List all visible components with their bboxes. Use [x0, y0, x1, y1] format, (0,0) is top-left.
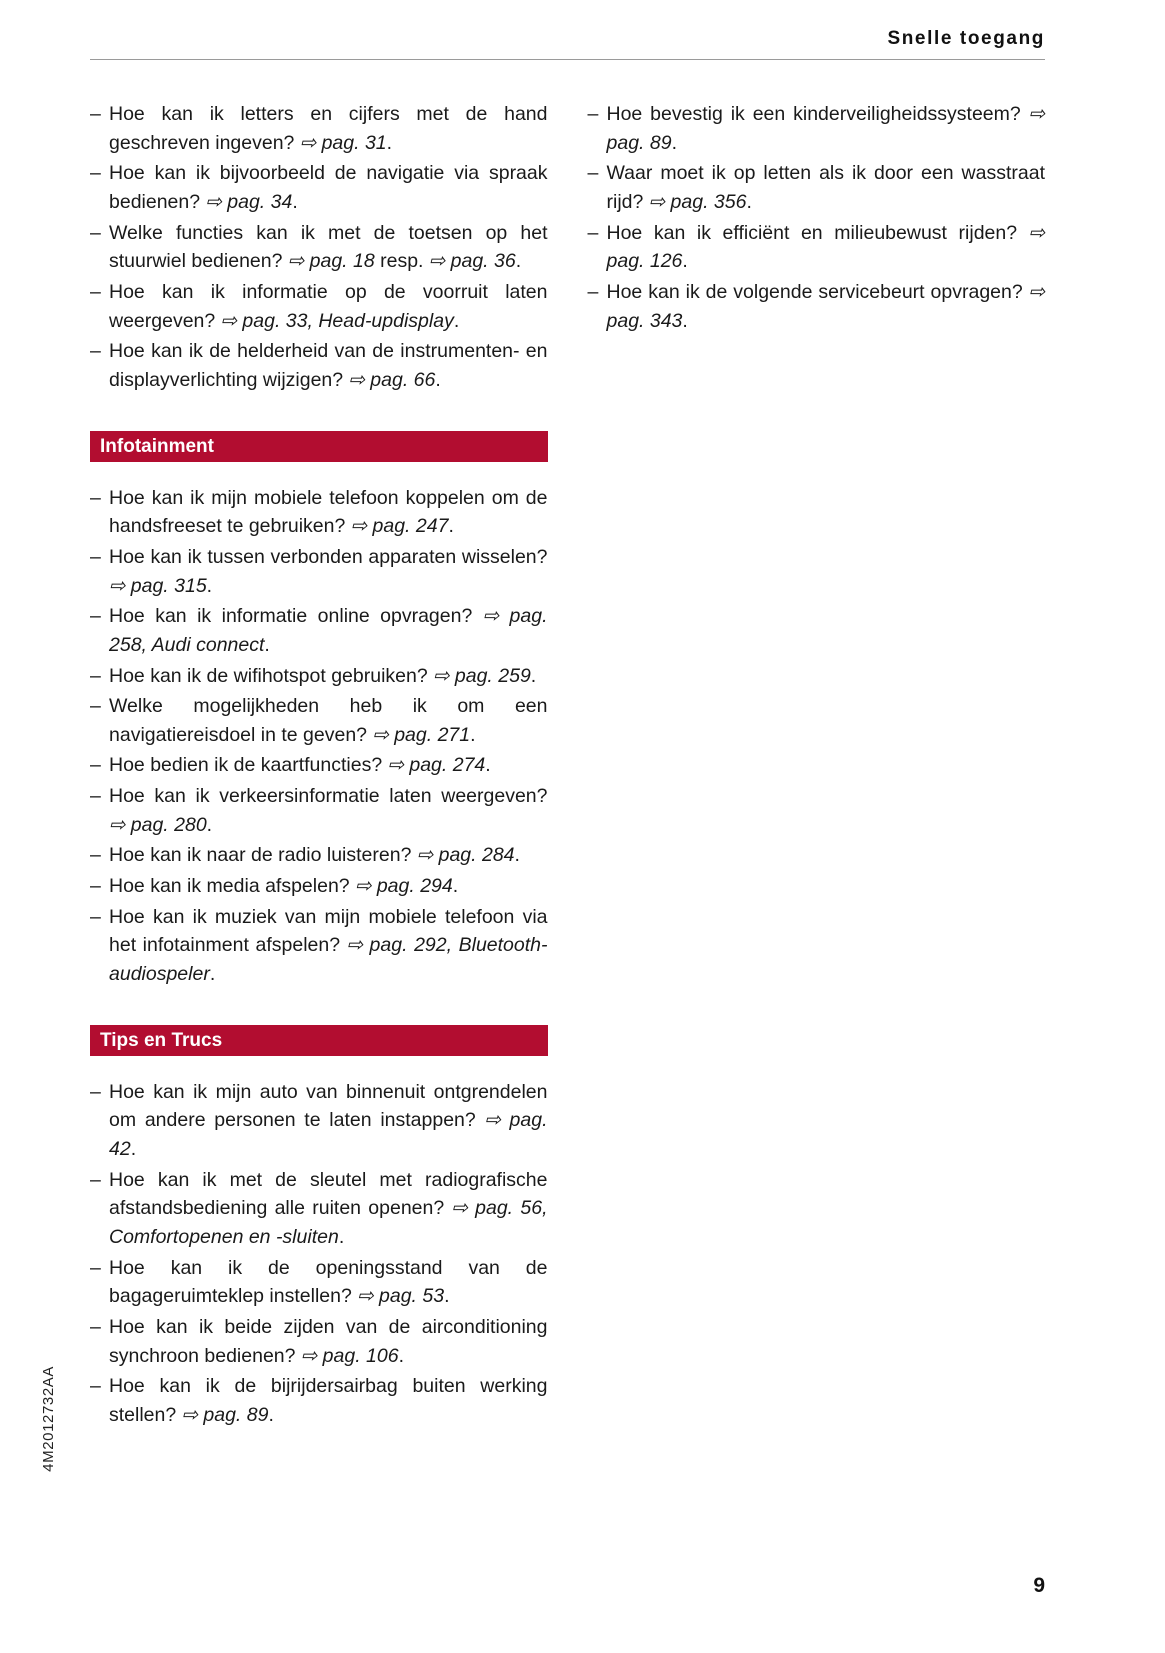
question-text: Hoe kan ik de wifihotspot gebruiken? — [109, 664, 434, 687]
page-reference: ⇨ pag. 106 — [300, 1344, 399, 1367]
page-reference: ⇨ pag. 292, Bluetooth-audiospeler — [109, 934, 548, 986]
intro-question-list — [90, 100, 548, 395]
page-reference: ⇨ pag. 53 — [357, 1285, 445, 1308]
list-item — [588, 278, 1046, 335]
question-text: Welke mogelijkheden heb ik om een navigatiereisdoel in te geven? — [109, 695, 548, 746]
question-text: . — [206, 574, 213, 597]
question-text: Hoe kan ik efficiënt en milieubewust rijden? — [606, 221, 1029, 244]
list-item — [588, 219, 1046, 276]
bullet-dash: – — [90, 340, 101, 363]
bullet-dash: – — [90, 545, 101, 568]
page-header-title: Snelle toegang — [887, 28, 1045, 49]
question-text: . — [452, 875, 459, 898]
question-text: . — [292, 190, 298, 213]
question-text: Hoe kan ik letters en cijfers met de hand geschreven ingeven? — [109, 103, 548, 154]
question-text: Hoe kan ik mijn mobiele telefoon koppelen om de handsfreeset te gebruiken? — [109, 486, 548, 538]
bullet-dash: – — [90, 221, 101, 244]
question-text: Welke functies kan ik met de toetsen op het stuurwiel bedienen? — [109, 221, 548, 273]
question-text: Hoe kan ik de volgende servicebeurt opvragen? — [606, 280, 1029, 303]
bullet-dash: – — [90, 664, 101, 687]
question-text: . — [206, 813, 213, 836]
page-reference: ⇨ pag. 274 — [387, 754, 486, 777]
question-text: . — [268, 1403, 274, 1426]
page-reference: ⇨ pag. 34 — [205, 190, 293, 213]
list-item — [90, 903, 548, 989]
question-text: . — [671, 131, 677, 154]
page-number: 9 — [1033, 1574, 1045, 1597]
page-reference: ⇨ pag. 259 — [433, 664, 531, 687]
infotainment-question-list — [90, 484, 548, 989]
question-text: . — [682, 309, 688, 332]
list-item — [90, 484, 548, 541]
bullet-dash: – — [587, 280, 599, 303]
question-text: . — [398, 1344, 404, 1367]
list-item — [90, 100, 548, 157]
list-item — [90, 543, 548, 600]
question-text: Hoe kan ik naar de radio luisteren? — [109, 844, 417, 867]
list-item — [90, 692, 548, 749]
section-title: Infotainment — [100, 435, 214, 457]
page-reference: ⇨ pag. 18 — [287, 250, 375, 273]
list-item — [90, 602, 548, 659]
bullet-dash: – — [90, 875, 101, 898]
question-text: . — [746, 190, 752, 213]
right-column — [588, 100, 1046, 1432]
list-item — [90, 1372, 548, 1429]
page-reference: ⇨ pag. 315 — [109, 574, 207, 597]
bullet-dash: – — [90, 103, 101, 125]
question-text: Hoe bedien ik de kaartfuncties? — [109, 754, 388, 777]
bullet-dash: – — [90, 280, 101, 303]
bullet-dash: – — [90, 162, 101, 185]
question-text: . — [515, 250, 522, 273]
page-reference: ⇨ pag. 280 — [109, 813, 207, 836]
two-column-layout — [90, 100, 1045, 1432]
page-reference: ⇨ pag. 56, Comfortopenen en -sluiten — [109, 1197, 548, 1248]
section-banner-tips-en-trucs — [90, 1025, 548, 1056]
bullet-dash: – — [90, 1168, 101, 1191]
bullet-dash: – — [90, 1080, 101, 1103]
bullet-dash: – — [587, 162, 599, 185]
page-reference: ⇨ pag. 126 — [606, 221, 1045, 273]
list-item — [90, 782, 548, 839]
page-reference: ⇨ pag. 294 — [355, 875, 453, 898]
question-text: Hoe kan ik met de sleutel met radiografische afstandsbediening alle ruiten openen? — [109, 1168, 548, 1220]
right-question-list — [588, 100, 1046, 335]
page-reference: ⇨ pag. 36 — [428, 250, 516, 273]
question-text: . — [470, 723, 476, 746]
bullet-dash: – — [587, 103, 599, 125]
question-text: Waar moet ik op letten als ik door een wasstraat rijd? — [606, 162, 1045, 213]
page-reference: ⇨ pag. 66 — [348, 368, 436, 391]
list-item — [90, 159, 548, 216]
question-text: . — [386, 131, 393, 154]
bullet-dash: – — [90, 605, 101, 628]
list-item — [90, 1078, 548, 1164]
page-reference: ⇨ pag. 247 — [350, 515, 449, 538]
list-item — [90, 1313, 548, 1370]
section-title: Tips en Trucs — [100, 1029, 223, 1051]
question-text: Hoe kan ik de openingsstand van de bagageruimteklep instellen? — [109, 1256, 548, 1308]
header-rule — [90, 59, 1045, 60]
list-item — [90, 751, 548, 780]
list-item — [90, 872, 548, 901]
page-reference: ⇨ pag. 284 — [416, 844, 515, 867]
question-text: Hoe kan ik media afspelen? — [109, 875, 356, 898]
list-item — [90, 1254, 548, 1311]
list-item — [90, 219, 548, 276]
question-text: . — [209, 963, 216, 986]
bullet-dash: – — [90, 486, 101, 509]
page-reference: ⇨ pag. 258, Audi connect — [109, 605, 548, 656]
page-reference: ⇨ pag. 89 — [181, 1403, 269, 1426]
question-text: resp. — [374, 250, 429, 273]
list-item — [90, 662, 548, 691]
question-text: Hoe kan ik tussen verbonden apparaten wisselen? — [109, 545, 548, 568]
bullet-dash: – — [90, 844, 101, 867]
question-text: . — [485, 754, 491, 777]
question-text: Hoe kan ik de helderheid van de instrumenten- en displayverlichting wijzigen? — [109, 340, 548, 391]
list-item — [588, 159, 1046, 216]
list-item — [90, 337, 548, 394]
page-reference: ⇨ pag. 42 — [109, 1109, 548, 1161]
question-text: Hoe kan ik verkeersinformatie laten weergeven? — [109, 785, 548, 808]
section-banner-infotainment — [90, 431, 548, 462]
bullet-dash: – — [587, 221, 599, 244]
tips-question-list — [90, 1078, 548, 1430]
question-text: . — [130, 1138, 137, 1161]
question-text: . — [453, 309, 460, 332]
page-reference: ⇨ pag. 356 — [648, 190, 747, 213]
question-text: . — [444, 1285, 450, 1308]
question-text: Hoe kan ik beide zijden van de airconditioning synchroon bedienen? — [109, 1315, 548, 1367]
bullet-dash: – — [90, 905, 101, 928]
page-reference: ⇨ pag. 271 — [372, 723, 471, 746]
bullet-dash: – — [90, 785, 101, 808]
page-reference: ⇨ pag. 343 — [606, 280, 1045, 332]
bullet-dash: – — [90, 1256, 101, 1279]
document-code: 4M2012732AA — [40, 1366, 57, 1472]
question-text: . — [264, 633, 270, 656]
question-text: Hoe kan ik de bijrijdersairbag buiten werking stellen? — [109, 1375, 548, 1426]
bullet-dash: – — [90, 754, 101, 777]
list-item — [90, 278, 548, 335]
page-reference: ⇨ pag. 89 — [606, 103, 1045, 154]
bullet-dash: – — [90, 695, 101, 718]
page-reference: ⇨ pag. 33, Head-updisplay — [220, 309, 454, 332]
page-reference: ⇨ pag. 31 — [299, 131, 387, 154]
question-text: Hoe kan ik mijn auto van binnenuit ontgrendelen om andere personen te laten instappen? — [109, 1080, 548, 1132]
list-item — [90, 1166, 548, 1252]
list-item — [90, 841, 548, 870]
question-text: Hoe kan ik informatie online opvragen? — [109, 605, 483, 628]
page-content — [90, 28, 1045, 1432]
question-text: . — [435, 368, 441, 391]
question-text: Hoe kan ik bijvoorbeeld de navigatie via spraak bedienen? — [109, 162, 548, 213]
question-text: . — [530, 664, 537, 687]
question-text: . — [448, 515, 454, 538]
question-text: . — [682, 250, 688, 273]
question-text: Hoe kan ik informatie op de voorruit laten weergeven? — [109, 280, 548, 332]
question-text: Hoe kan ik muziek van mijn mobiele telefoon via het infotainment afspelen? — [109, 905, 548, 957]
question-text: Hoe bevestig ik een kinderveiligheidssysteem? — [606, 103, 1029, 125]
bullet-dash: – — [90, 1315, 101, 1338]
bullet-dash: – — [90, 1375, 101, 1398]
question-text: . — [338, 1226, 345, 1248]
question-text: . — [514, 844, 520, 867]
left-column — [90, 100, 548, 1432]
list-item — [588, 100, 1046, 157]
